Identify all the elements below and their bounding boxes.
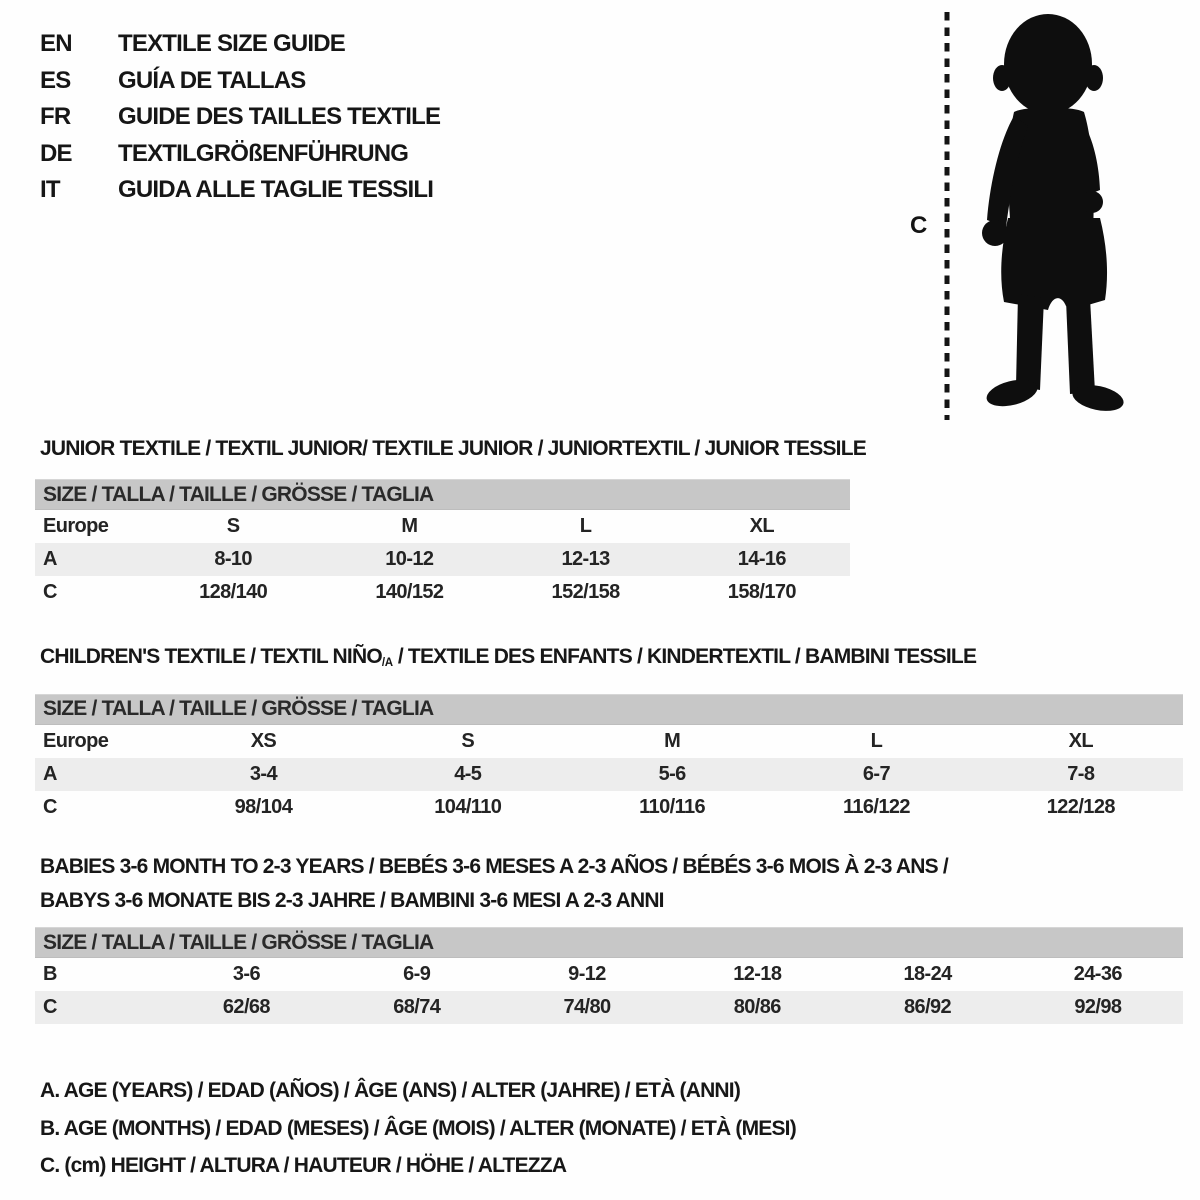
height-dashed-line-icon <box>944 12 950 420</box>
legend-line-b: B. AGE (MONTHS) / EDAD (MESES) / ÂGE (MOIS) / ALTER (MONATE) / ETÀ (MESI) <box>40 1116 796 1140</box>
size-cell: XS <box>250 729 277 752</box>
table-row <box>35 543 850 576</box>
value-cell: 122/128 <box>1046 795 1115 818</box>
value-cell: 6-9 <box>403 963 431 985</box>
value-cell: 128/140 <box>199 581 268 603</box>
babies-textile-section <box>35 855 1183 1024</box>
lang-title: GUÍA DE TALLAS <box>118 66 306 94</box>
babies-table-title-line1: BABIES 3-6 MONTH TO 2-3 YEARS / BEBÉS 3-6 MESES A 2-3 AÑOS / BÉBÉS 3-6 MOIS À 2-3 ANS / <box>40 855 948 878</box>
babies-table-title-line2: BABYS 3-6 MONATE BIS 2-3 JAHRE / BAMBINI 3-6 MESI A 2-3 ANNI <box>40 889 664 912</box>
value-cell: 12-18 <box>733 963 782 985</box>
value-cell: 5-6 <box>658 762 686 785</box>
lang-row-it <box>40 176 440 213</box>
size-cell: L <box>870 729 883 752</box>
lang-code: ES <box>40 66 71 94</box>
size-header-band: SIZE / TALLA / TAILLE / GRÖSSE / TAGLIA <box>35 694 1183 725</box>
value-cell: 12-13 <box>561 548 610 570</box>
value-cell: 158/170 <box>727 581 796 603</box>
row-label: C <box>43 581 57 603</box>
value-cell: 68/74 <box>393 996 441 1018</box>
junior-size-table <box>35 510 850 609</box>
value-cell: 10-12 <box>385 548 434 570</box>
lang-row-en <box>40 30 440 67</box>
height-measure-figure <box>900 10 1150 424</box>
value-cell: 14-16 <box>737 548 786 570</box>
lang-row-de <box>40 140 440 177</box>
size-header-band: SIZE / TALLA / TAILLE / GRÖSSE / TAGLIA <box>35 479 850 510</box>
lang-row-es <box>40 67 440 104</box>
junior-textile-section <box>35 437 866 609</box>
table-row <box>35 791 1183 824</box>
lang-code: FR <box>40 103 71 130</box>
table-row <box>35 991 1183 1024</box>
junior-table-title: JUNIOR TEXTILE / TEXTIL JUNIOR/ TEXTILE JUNIOR / JUNIORTEXTIL / JUNIOR TESSILE <box>40 437 866 460</box>
children-textile-section <box>35 645 1183 824</box>
size-cell: M <box>401 515 418 537</box>
value-cell: 116/122 <box>842 795 910 818</box>
size-cell: XL <box>749 515 775 537</box>
measure-c-label: C <box>910 212 928 239</box>
row-label: Europe <box>43 729 109 752</box>
children-table-title <box>40 645 1183 675</box>
value-cell: 98/104 <box>234 795 293 818</box>
title-subscript: /A <box>381 656 393 669</box>
lang-title: GUIDE DES TAILLES TEXTILE <box>118 103 441 130</box>
value-cell: 3-6 <box>232 963 260 985</box>
value-cell: 4-5 <box>454 762 482 785</box>
row-label: C <box>43 996 57 1018</box>
babies-size-table <box>35 958 1183 1024</box>
value-cell: 152/158 <box>551 581 620 603</box>
baby-silhouette-icon <box>962 12 1134 418</box>
title-text: CHILDREN'S TEXTILE / TEXTIL NIÑO <box>40 645 382 668</box>
measure-legend <box>40 1072 796 1185</box>
value-cell: 7-8 <box>1067 762 1095 785</box>
row-label: A <box>43 762 57 785</box>
row-label: C <box>43 795 57 818</box>
value-cell: 86/92 <box>904 996 952 1018</box>
value-cell: 8-10 <box>214 548 252 570</box>
table-row <box>35 510 850 543</box>
size-header-band: SIZE / TALLA / TAILLE / GRÖSSE / TAGLIA <box>35 927 1183 958</box>
title-text: / TEXTILE DES ENFANTS / KINDERTEXTIL / BAMBINI TESSILE <box>392 645 977 668</box>
lang-title: TEXTILE SIZE GUIDE <box>118 30 345 57</box>
row-label: A <box>43 548 57 570</box>
lang-code: EN <box>40 30 72 57</box>
value-cell: 140/152 <box>375 581 444 603</box>
size-cell: XL <box>1068 729 1093 752</box>
value-cell: 80/86 <box>733 996 781 1018</box>
size-cell: S <box>226 515 240 537</box>
value-cell: 104/110 <box>434 795 502 818</box>
legend-line-c: C. (cm) HEIGHT / ALTURA / HAUTEUR / HÖHE / ALTEZZA <box>40 1154 567 1177</box>
size-cell: S <box>461 729 475 752</box>
value-cell: 18-24 <box>903 963 952 985</box>
lang-row-fr <box>40 103 440 140</box>
lang-title: TEXTILGRÖßENFÜHRUNG <box>118 139 409 167</box>
row-label: B <box>43 963 57 985</box>
lang-title: GUIDA ALLE TAGLIE TESSILI <box>118 176 434 203</box>
table-row <box>35 576 850 609</box>
value-cell: 110/116 <box>639 795 706 818</box>
language-title-list <box>40 30 440 213</box>
value-cell: 92/98 <box>1074 996 1122 1018</box>
table-row <box>35 958 1183 991</box>
children-size-table <box>35 725 1183 824</box>
value-cell: 62/68 <box>222 996 270 1018</box>
table-row <box>35 725 1183 758</box>
lang-code: DE <box>40 139 72 167</box>
size-cell: L <box>579 515 592 537</box>
value-cell: 9-12 <box>568 963 606 985</box>
value-cell: 3-4 <box>249 762 277 785</box>
lang-code: IT <box>40 176 60 203</box>
size-cell: M <box>664 729 681 752</box>
value-cell: 24-36 <box>1073 963 1122 985</box>
legend-line-a: A. AGE (YEARS) / EDAD (AÑOS) / ÂGE (ANS) / ALTER (JAHRE) / ETÀ (ANNI) <box>40 1079 741 1102</box>
table-row <box>35 758 1183 791</box>
row-label: Europe <box>43 515 109 537</box>
value-cell: 74/80 <box>563 996 611 1018</box>
value-cell: 6-7 <box>862 762 891 785</box>
